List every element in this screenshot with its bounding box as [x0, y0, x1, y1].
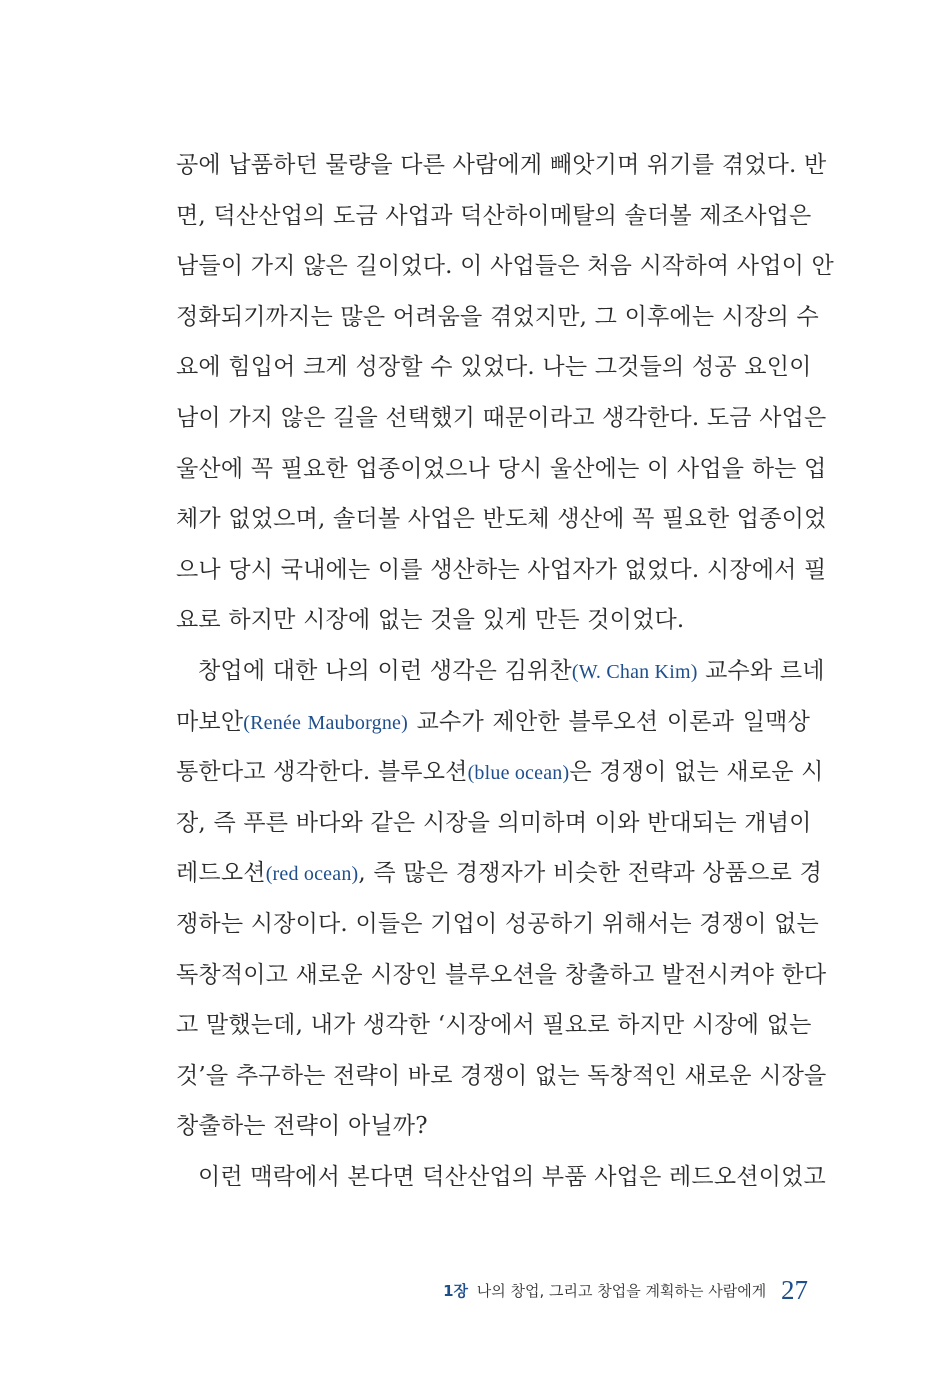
text-line: 정화되기까지는 많은 어려움을 겪었지만, 그 이후에는 시장의 수	[176, 303, 819, 330]
text-line	[176, 697, 810, 748]
text-line: 창출하는 전략이 아닐까?	[176, 1113, 428, 1140]
text-line: 요로 하지만 시장에 없는 것을 있게 만든 것이었다.	[176, 607, 685, 634]
english-term: (W. Chan Kim)	[571, 660, 698, 683]
text-line: 체가 없었으며, 솔더볼 사업은 반도체 생산에 꼭 필요한 업종이었	[176, 506, 827, 533]
english-term: (Renée Mauborgne)	[243, 711, 408, 734]
text-line: 이런 맥락에서 본다면 덕산산업의 부품 사업은 레드오션이었고	[198, 1163, 826, 1190]
text-line: 남들이 가지 않은 길이었다. 이 사업들은 처음 시작하여 사업이 안	[176, 253, 834, 280]
text-line	[176, 747, 824, 798]
text-run: , 즉 많은 경쟁자가 비슷한 전략과 상품으로 경	[358, 860, 823, 887]
text-run: 레드오션	[176, 860, 266, 887]
page-footer	[443, 1275, 808, 1306]
text-run: 마보안	[176, 708, 244, 735]
text-run: 교수와 르네	[697, 657, 825, 684]
text-run: 창업에 대한 나의 이런 생각은 김위찬	[198, 657, 572, 684]
text-line: 쟁하는 시장이다. 이들은 기업이 성공하기 위해서는 경쟁이 없는	[176, 910, 819, 937]
text-run: 통한다고 생각한다. 블루오션	[176, 759, 468, 786]
text-line: 남이 가지 않은 길을 선택했기 때문이라고 생각한다. 도금 사업은	[176, 404, 827, 431]
text-line: 공에 납품하던 물량을 다른 사람에게 빼앗기며 위기를 겪었다. 반	[176, 152, 827, 178]
chapter-title: 나의 창업, 그리고 창업을 계획하는 사람에게	[476, 1282, 767, 1300]
body-text	[176, 140, 834, 1202]
text-run: 교수가 제안한 블루오션 이론과 일맥상	[407, 708, 810, 735]
text-line: 으나 당시 국내에는 이를 생산하는 사업자가 없었다. 시장에서 필	[176, 556, 827, 583]
text-line: 면, 덕산산업의 도금 사업과 덕산하이메탈의 솔더볼 제조사업은	[176, 202, 812, 229]
text-line: 요에 힘입어 크게 성장할 수 있었다. 나는 그것들의 성공 요인이	[176, 354, 812, 381]
text-line: 것’을 추구하는 전략이 바로 경쟁이 없는 독창적인 새로운 시장을	[176, 1062, 827, 1089]
page-number: 27	[781, 1275, 808, 1305]
text-run: 은 경쟁이 없는 새로운 시	[569, 759, 824, 786]
text-line: 고 말했는데, 내가 생각한 ‘시장에서 필요로 하지만 시장에 없는	[176, 1012, 812, 1039]
english-term: (blue ocean)	[467, 762, 570, 785]
chapter-label: 1장	[443, 1282, 468, 1300]
text-line: 독창적이고 새로운 시장인 블루오션을 창출하고 발전시켜야 한다	[176, 961, 827, 988]
text-line: 울산에 꼭 필요한 업종이었으나 당시 울산에는 이 사업을 하는 업	[176, 455, 827, 482]
english-term: (red ocean)	[265, 863, 359, 886]
text-line	[176, 848, 823, 899]
text-line	[176, 646, 825, 697]
text-line: 장, 즉 푸른 바다와 같은 시장을 의미하며 이와 반대되는 개념이	[176, 809, 812, 836]
